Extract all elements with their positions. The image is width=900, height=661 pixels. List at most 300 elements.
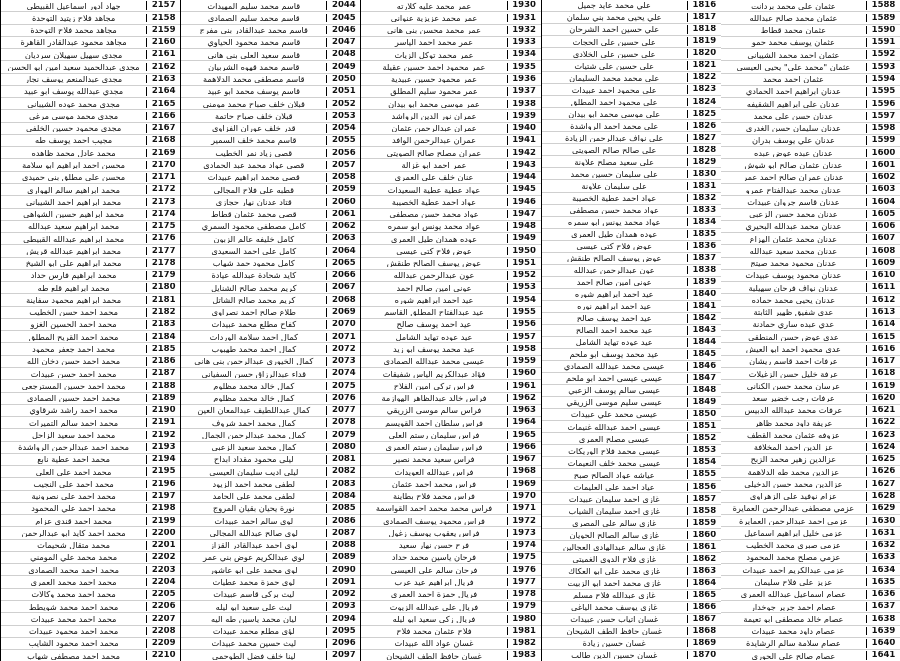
row-name: محمد احمد مصطفى شهاب — [27, 651, 121, 660]
row-number: 1842 — [687, 314, 721, 323]
table-row — [542, 349, 721, 361]
row-number: 1601 — [866, 161, 900, 170]
row-name: عزمي خليل ابراهيم اسماعيل — [744, 528, 843, 538]
row-name: علي حسين احمد الشرحان — [569, 25, 660, 34]
row-number: 1613 — [866, 308, 900, 317]
row-name: كمال خالد محمد مظلوم — [213, 394, 295, 403]
row-number: 2208 — [146, 627, 180, 636]
table-row — [1, 209, 180, 221]
row-name: عيد محمد يوسف ابو ملحم — [569, 350, 659, 359]
row-name: عواد عطية عطية السعيدات — [387, 185, 481, 194]
table-row — [361, 233, 540, 245]
row-number: 1632 — [866, 541, 900, 550]
row-name: عصام سلامة سالم الرشايدة — [746, 639, 841, 648]
table-row — [1, 429, 180, 441]
row-number: 1822 — [687, 73, 721, 82]
row-number: 2172 — [146, 185, 180, 194]
table-row — [542, 48, 721, 60]
row-number: 1823 — [687, 85, 721, 94]
row-name: محمد ابراهيم احمد الشيباني — [26, 197, 122, 206]
table-row — [361, 589, 540, 601]
table-row — [181, 356, 360, 368]
table-row — [1, 12, 180, 24]
row-name: عزمي عبدالكريم احمد عبيدات — [742, 565, 845, 574]
row-name: عزام نوفيد علي الزهراوي — [749, 492, 837, 501]
table-row — [181, 478, 360, 490]
row-number: 1867 — [687, 615, 721, 624]
row-number: 2184 — [146, 333, 180, 342]
row-name: ليث علي سعيد ابو ليله — [215, 602, 292, 611]
row-name: عدنان قاسم جروان عبيدات — [747, 197, 840, 206]
row-number: 1599 — [866, 136, 900, 145]
row-number: 2070 — [326, 320, 360, 329]
row-name: قصي محمد ابراهيم عبيدات — [207, 173, 300, 182]
row-name: قصي عواد محمد عبد الحمادي — [203, 160, 305, 170]
row-name: عنان خلف علي العمري — [394, 173, 474, 182]
table-row — [361, 638, 540, 650]
table-row — [361, 49, 540, 61]
row-name: محمد احمد حسن دخان الله — [27, 357, 121, 366]
table-row — [181, 601, 360, 613]
row-number: 1832 — [687, 194, 721, 203]
row-number: 1866 — [687, 603, 721, 612]
row-number: 1818 — [687, 25, 721, 34]
row-name: محمد احمد كايد ابو عبدالرحمن — [21, 528, 126, 538]
row-number: 1628 — [866, 492, 900, 501]
row-number: 1931 — [507, 14, 541, 23]
row-number: 1618 — [866, 369, 900, 378]
table-row — [721, 98, 900, 110]
names-column — [360, 0, 540, 661]
table-row — [1, 576, 180, 588]
table-row — [181, 503, 360, 515]
table-row — [1, 110, 180, 122]
table-row — [1, 159, 180, 171]
table-row — [721, 110, 900, 122]
table-row — [181, 515, 360, 527]
row-number: 1970 — [507, 492, 541, 501]
table-row — [361, 135, 540, 147]
table-row — [721, 466, 900, 478]
row-number: 2186 — [146, 357, 180, 366]
row-name: عيسى مصلح العمري — [578, 434, 650, 443]
row-name: غازي فلاح الدوي الغميتي — [572, 554, 657, 564]
table-row — [542, 108, 721, 120]
row-number: 1828 — [687, 146, 721, 155]
row-number: 2067 — [326, 283, 360, 292]
row-name: عمر محمد احمد الياسر — [394, 38, 474, 47]
table-row — [542, 120, 721, 132]
table-row — [1, 540, 180, 552]
row-name: عيسى محمد عبدالله الصمادي — [383, 357, 485, 366]
table-row — [361, 380, 540, 392]
row-name: عزالدين زهير محمد الزبح — [750, 455, 837, 464]
row-name: مجاهد محمد فلاح التوحدة — [30, 26, 117, 35]
row-name: عواد احمد عطية الخصيبة — [572, 193, 657, 203]
row-name: كايد شحادة عبدالله عيادة — [211, 271, 297, 280]
row-number: 1841 — [687, 302, 721, 311]
row-number: 1830 — [687, 170, 721, 179]
row-number: 1606 — [866, 222, 900, 231]
row-number: 2180 — [146, 283, 180, 292]
row-name: عدي عوض حسن المنطقي — [748, 332, 839, 341]
row-name: محمد احمد سالم التميرات — [29, 418, 119, 427]
table-row — [542, 265, 721, 277]
table-row — [361, 0, 540, 12]
row-name: كامل مصطفى محمود السمري — [201, 222, 306, 231]
table-row — [181, 86, 360, 98]
row-number: 2160 — [146, 38, 180, 47]
row-name: عوده همدان طيل العمري — [390, 234, 478, 243]
row-name: عزوفه عثمان محمد القطف — [746, 430, 840, 440]
row-name: كمال محمد عبدالرحمن الجمال — [201, 430, 306, 440]
table-row — [721, 258, 900, 270]
row-number: 1595 — [866, 87, 900, 96]
row-number: 1935 — [507, 63, 541, 72]
table-row — [181, 233, 360, 245]
row-number: 1850 — [687, 410, 721, 419]
row-name: عدنان محمود يوسف عبيدات — [745, 271, 842, 280]
table-row — [1, 626, 180, 638]
names-column — [541, 0, 721, 661]
table-row — [361, 12, 540, 24]
table-row — [721, 123, 900, 135]
row-name: فريال علي عبدالله الزيوت — [389, 602, 479, 611]
row-number: 2164 — [146, 87, 180, 96]
row-number: 2077 — [326, 406, 360, 415]
row-number: 2210 — [146, 651, 180, 660]
row-number: 2193 — [146, 443, 180, 452]
table-row — [361, 613, 540, 625]
table-row — [1, 478, 180, 490]
row-number: 1937 — [507, 87, 541, 96]
table-row — [361, 25, 540, 37]
row-number: 1952 — [507, 271, 541, 280]
row-number: 2097 — [326, 651, 360, 660]
table-row — [361, 307, 540, 319]
table-row — [1, 491, 180, 503]
table-row — [1, 319, 180, 331]
table-row — [1, 258, 180, 270]
table-row — [1, 331, 180, 343]
row-name: فراس عبدالله العويدات — [394, 467, 474, 476]
row-name: علي محمود احمد عبيدات — [571, 85, 657, 94]
table-row — [721, 515, 900, 527]
row-name: قطبه علي فلاح المجالي — [213, 185, 294, 194]
row-number: 2068 — [326, 296, 360, 305]
row-number: 1609 — [866, 259, 900, 268]
table-row — [542, 602, 721, 614]
row-name: لينا خلف فضل الطوحمي — [212, 651, 296, 660]
row-name: فريال حمزة احمد العمري — [390, 590, 478, 599]
row-number: 2206 — [146, 602, 180, 611]
table-row — [542, 241, 721, 253]
row-name: غسان حافظ الطف الشيحان — [386, 651, 482, 660]
row-number: 1946 — [507, 198, 541, 207]
row-number: 1961 — [507, 382, 541, 391]
row-name: فلاح عثمان محمد فلاح — [396, 627, 472, 636]
table-row — [1, 454, 180, 466]
row-number: 2209 — [146, 639, 180, 648]
row-name: علي سعيد مصلح علاونة — [574, 157, 655, 167]
row-name: محمد احمد محمد العمري — [30, 578, 117, 587]
row-number: 2080 — [326, 443, 360, 452]
table-row — [361, 405, 540, 417]
row-number: 2046 — [326, 26, 360, 35]
table-row — [361, 110, 540, 122]
row-number: 1864 — [687, 579, 721, 588]
table-row — [181, 331, 360, 343]
row-number: 2044 — [326, 1, 360, 10]
row-number: 1833 — [687, 206, 721, 215]
table-row — [542, 156, 721, 168]
row-name: عوض يوسف الصالح طنقش — [386, 259, 482, 268]
row-number: 1958 — [507, 345, 541, 354]
row-name: عيسى محمد عبدالله الصمادي — [563, 362, 665, 371]
table-row — [542, 144, 721, 156]
row-number: 1820 — [687, 49, 721, 58]
row-number: 1824 — [687, 98, 721, 107]
row-name: عمر محمد عليه كلارته — [396, 1, 472, 10]
table-row — [361, 172, 540, 184]
row-number: 1594 — [866, 75, 900, 84]
row-name: عدنان يحيى محمد حماده — [751, 295, 836, 305]
row-number: 1936 — [507, 75, 541, 84]
row-name: لوي احمد عبدالقادر القزاز — [209, 541, 298, 550]
row-number: 1944 — [507, 173, 541, 182]
row-name: علي محمد احمد الرواشدة — [570, 121, 659, 130]
table-row — [542, 409, 721, 421]
row-name: عرسان محمد حسن الكناني — [746, 381, 841, 390]
row-name: عدنان محمد سعيد عبدالله — [749, 246, 838, 256]
row-name: عمران نور الدين الرواشد — [391, 111, 477, 121]
row-name: قاسم محمد سليم الصمادي — [207, 13, 300, 22]
table-row — [542, 313, 721, 325]
table-row — [542, 590, 721, 602]
row-number: 2053 — [326, 112, 360, 121]
table-row — [721, 368, 900, 380]
table-row — [542, 36, 721, 48]
row-number: 1638 — [866, 615, 900, 624]
table-row — [542, 517, 721, 529]
table-row — [181, 209, 360, 221]
row-number: 2177 — [146, 247, 180, 256]
table-row — [542, 361, 721, 373]
table-row — [361, 319, 540, 331]
row-name: قاسم مصطفى محمد الدلاهمة — [203, 75, 305, 84]
row-name: علي محمد عايد جميل — [577, 1, 651, 10]
names-column — [180, 0, 360, 661]
row-number: 2059 — [326, 185, 360, 194]
row-number: 2074 — [326, 369, 360, 378]
row-number: 1597 — [866, 112, 900, 121]
row-number: 1637 — [866, 602, 900, 611]
table-row — [181, 184, 360, 196]
row-name: قاسم محمد خلف السمير — [211, 136, 297, 145]
row-name: عثمان "محمد علي" يحيى العيسي — [736, 62, 851, 72]
table-row — [181, 196, 360, 208]
row-name: نورة يحيان بقيان المروج — [212, 504, 295, 513]
table-row — [542, 385, 721, 397]
row-number: 1857 — [687, 495, 721, 504]
row-number: 1630 — [866, 517, 900, 526]
table-row — [721, 209, 900, 221]
table-row — [1, 368, 180, 380]
row-name: غسان حافظ الطف الشيحان — [566, 627, 662, 636]
row-number: 1962 — [507, 394, 541, 403]
row-name: كامل محمود حمد شهاب — [212, 259, 295, 268]
table-row — [361, 417, 540, 429]
row-number: 2093 — [326, 602, 360, 611]
row-name: مجدي محمد موسى مرغي — [28, 111, 119, 121]
row-name: لوي سالم احمد عبيدات — [214, 516, 294, 525]
table-row — [1, 184, 180, 196]
row-number: 2190 — [146, 406, 180, 415]
row-name: عوده همدان طيل العمري — [571, 230, 658, 239]
row-number: 1602 — [866, 173, 900, 182]
row-number: 1600 — [866, 149, 900, 158]
row-number: 1870 — [687, 651, 721, 660]
row-name: محمد ابراهيم عبدالله قريش — [26, 246, 121, 256]
table-row — [361, 564, 540, 576]
row-name: مجدي محمد عوده الشيباني — [27, 99, 120, 108]
table-row — [1, 61, 180, 73]
row-name: عيسى محمد علي عبيدات — [570, 410, 658, 419]
row-number: 2048 — [326, 50, 360, 59]
table-row — [361, 61, 540, 73]
table-row — [361, 147, 540, 159]
row-name: عيد احمد ابراهيم شوره — [394, 295, 474, 305]
row-number: 2167 — [146, 124, 180, 133]
row-name: عزمي مصطفى عبدالرحمن العمايرة — [732, 504, 855, 513]
row-number: 2073 — [326, 357, 360, 366]
row-number: 2166 — [146, 112, 180, 121]
table-row — [542, 481, 721, 493]
row-number: 2085 — [326, 504, 360, 513]
table-row — [181, 159, 360, 171]
row-number: 2056 — [326, 149, 360, 158]
table-row — [181, 552, 360, 564]
row-number: 2201 — [146, 541, 180, 550]
table-row — [181, 0, 360, 12]
table-row — [181, 589, 360, 601]
row-name: عدنان عبده عوض عبده — [754, 148, 833, 157]
row-number: 1972 — [507, 517, 541, 526]
table-row — [181, 245, 360, 257]
row-name: عيد احمد يوسف صالح — [396, 320, 472, 329]
table-row — [721, 12, 900, 24]
row-name: مجاهد محمود عبدالقادر القاهرة — [20, 38, 127, 47]
row-number: 2055 — [326, 136, 360, 145]
row-number: 2198 — [146, 504, 180, 513]
row-number: 1641 — [866, 651, 900, 660]
row-number: 1932 — [507, 26, 541, 35]
row-number: 1971 — [507, 504, 541, 513]
table-row — [542, 325, 721, 337]
row-number: 1608 — [866, 247, 900, 256]
table-row — [1, 503, 180, 515]
row-name: عوني امين صالح احمد — [396, 283, 472, 292]
row-number: 2090 — [326, 566, 360, 575]
row-name: لوي حمزة محمد عطيات — [212, 578, 296, 587]
row-number: 2191 — [146, 418, 180, 427]
table-row — [181, 393, 360, 405]
row-name: قبلان خلف صباح حاتمة — [215, 111, 293, 121]
table-row — [542, 84, 721, 96]
table-row — [721, 294, 900, 306]
row-number: 1610 — [866, 271, 900, 280]
row-number: 1856 — [687, 483, 721, 492]
table-row — [181, 576, 360, 588]
table-row — [542, 373, 721, 385]
row-name: لوي محمد علي ابو عاشور — [209, 565, 298, 574]
row-name: عمر احمد ابو غزالة — [401, 160, 467, 170]
table-row — [1, 245, 180, 257]
row-name: عيد عوده تهايد الشامل — [395, 332, 473, 341]
row-name: عصام اسماعيل عبدالله العمري — [740, 590, 846, 599]
row-number: 1861 — [687, 543, 721, 552]
row-number: 1965 — [507, 431, 541, 440]
row-name: فريال ابراهيم عيد عرب — [394, 578, 474, 587]
table-row — [361, 356, 540, 368]
row-number: 2089 — [326, 553, 360, 562]
row-number: 1590 — [866, 26, 900, 35]
row-name: علي حسين علي شتيات — [574, 61, 655, 70]
table-row — [181, 527, 360, 539]
row-name: عرفات احمد قاسم ريشان — [749, 357, 838, 366]
table-row — [721, 589, 900, 601]
table-row — [1, 98, 180, 110]
row-number: 2047 — [326, 38, 360, 47]
row-number: 1596 — [866, 100, 900, 109]
row-name: كمال عبداللطيف عبدالمعان العين — [197, 406, 311, 415]
row-name: محمد ابراهيم فارس حداد — [30, 271, 117, 280]
table-row — [542, 493, 721, 505]
row-name: ليث بركي قاسم عبيدات — [213, 590, 295, 599]
row-name: فراس سلطان احمد القويسم — [385, 418, 483, 427]
table-row — [361, 343, 540, 355]
table-row — [181, 442, 360, 454]
row-number: 2088 — [326, 541, 360, 550]
table-row — [542, 96, 721, 108]
row-name: عزمي مصلح محمد المحمود — [746, 553, 841, 562]
row-name: كريم محمد صالح الشنايل — [211, 283, 297, 292]
row-name: كمال محمد سعيد الزعبي — [211, 443, 297, 452]
table-row — [542, 0, 721, 12]
row-name: عمر محمد عزيزية عنواني — [390, 13, 478, 22]
table-row — [361, 491, 540, 503]
row-number: 1622 — [866, 418, 900, 427]
table-row — [1, 552, 180, 564]
row-name: عريفة داود محمد ظاهر — [754, 418, 833, 427]
row-name: عيسى سليم موسى الزريقي — [566, 398, 662, 407]
row-number: 1933 — [507, 38, 541, 47]
table-row — [542, 421, 721, 433]
row-number: 2087 — [326, 529, 360, 538]
row-number: 1634 — [866, 566, 900, 575]
row-name: لطفي محمد احمد الزيود — [212, 479, 296, 489]
table-row — [361, 601, 540, 613]
row-name: علي محمود احمد المطلق — [570, 97, 658, 106]
row-name: غازي سالم علي المصري — [572, 518, 657, 527]
row-name: عواد محمد يونس ابو سمره — [387, 222, 481, 231]
row-name: قاسم محمد قهوه الشربيان — [208, 62, 300, 72]
row-name: عزيز علي فلاح سليمان — [754, 578, 833, 587]
row-name: عدنان عثمان صالح ابو شوش — [744, 160, 843, 170]
row-name: عيسى احمد عبدالله غنيمات — [567, 422, 661, 431]
table-row — [1, 86, 180, 98]
row-name: قاسم يوسف محمد ابو عبيد — [207, 87, 301, 96]
